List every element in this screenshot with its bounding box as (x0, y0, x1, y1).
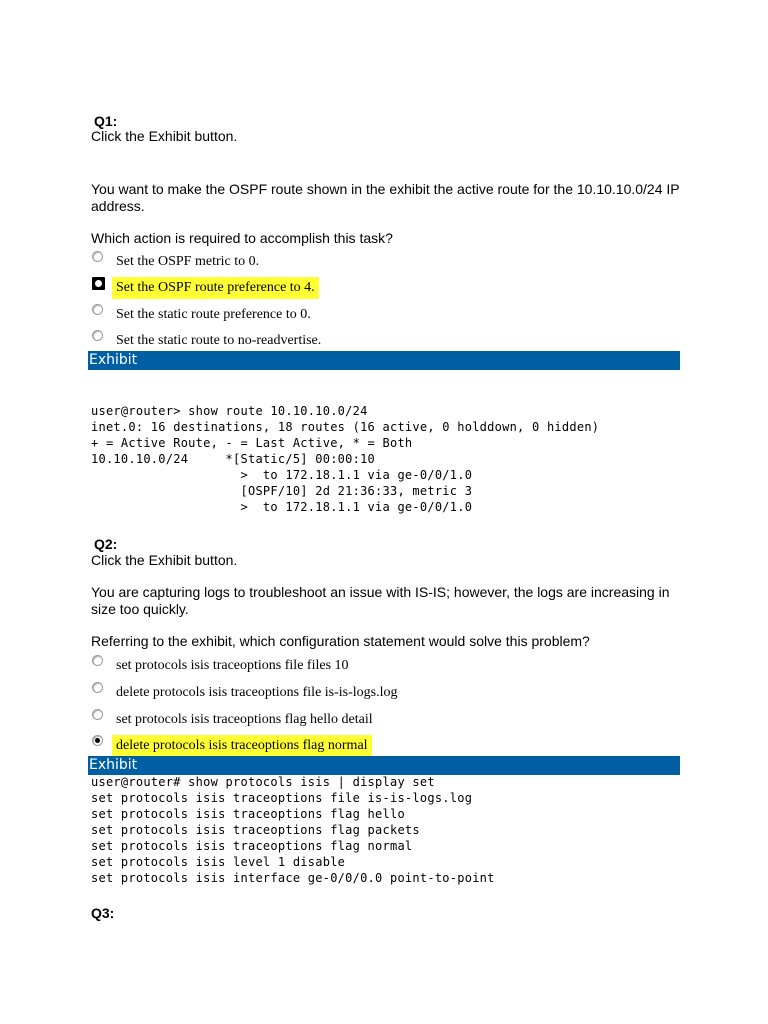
code-line: 10.10.10.0/24 *[Static/5] 00:00:10 (91, 452, 376, 466)
code-line: set protocols isis traceoptions flag hello (91, 807, 405, 821)
q2-statement: You are capturing logs to troubleshoot an issue with IS-IS; however, the logs are increasing in size too quickly. (91, 584, 670, 617)
code-line: inet.0: 16 destinations, 18 routes (16 active, 0 holddown, 0 hidden) (91, 420, 600, 434)
q1-option-1-label: Set the OSPF metric to 0. (116, 254, 260, 269)
q1-exhibit-code (91, 403, 599, 515)
code-line: set protocols isis traceoptions file is-is-logs.log (91, 791, 473, 805)
code-line: set protocols isis level 1 disable (91, 855, 346, 869)
code-line: [OSPF/10] 2d 21:36:33, metric 3 (91, 484, 473, 498)
q1-label: Q1: (94, 113, 118, 129)
radio-button-icon[interactable] (92, 655, 103, 666)
q1-intro: Click the Exhibit button. (91, 128, 238, 144)
code-line: set protocols isis traceoptions flag normal (91, 839, 413, 853)
q2-label: Q2: (94, 536, 118, 552)
q1-exhibit-title: Exhibit (89, 352, 138, 368)
q2-intro: Click the Exhibit button. (91, 552, 238, 568)
radio-button-icon[interactable] (92, 709, 103, 720)
radio-button-selected-icon[interactable] (92, 735, 103, 746)
code-line: user@router# show protocols isis | display set (91, 775, 435, 789)
code-line: user@router> show route 10.10.10.0/24 (91, 404, 368, 418)
q2-option-4-label: delete protocols isis traceoptions flag normal (112, 735, 372, 757)
q2-exhibit-code (91, 774, 495, 886)
code-line: set protocols isis interface ge-0/0/0.0 point-to-point (91, 871, 495, 885)
radio-button-icon[interactable] (92, 251, 103, 262)
q1-option-3-label: Set the static route preference to 0. (116, 307, 311, 322)
q1-option-2-label: Set the OSPF route preference to 4. (112, 277, 319, 299)
radio-button-selected-icon[interactable] (92, 277, 105, 290)
q3-label: Q3: (91, 905, 115, 921)
code-line: > to 172.18.1.1 via ge-0/0/1.0 (91, 500, 473, 514)
q1-statement: You want to make the OSPF route shown in the exhibit the active route for the 10.10.10.0/24 IP address. (91, 181, 680, 214)
q2-prompt: Referring to the exhibit, which configuration statement would solve this problem? (91, 633, 590, 649)
q2-exhibit-title: Exhibit (89, 757, 138, 773)
q1-option-4-label: Set the static route to no-readvertise. (116, 333, 322, 348)
code-line: set protocols isis traceoptions flag packets (91, 823, 420, 837)
radio-button-icon[interactable] (92, 330, 103, 341)
q2-exhibit-bar[interactable] (88, 756, 680, 775)
code-line: > to 172.18.1.1 via ge-0/0/1.0 (91, 468, 473, 482)
radio-button-icon[interactable] (92, 682, 103, 693)
q1-prompt: Which action is required to accomplish this task? (91, 230, 393, 246)
q2-option-3-label: set protocols isis traceoptions flag hello detail (116, 712, 373, 727)
code-line: + = Active Route, - = Last Active, * = Both (91, 436, 413, 450)
radio-button-icon[interactable] (92, 304, 103, 315)
q2-option-2-label: delete protocols isis traceoptions file is-is-logs.log (116, 685, 398, 700)
q2-option-1-label: set protocols isis traceoptions file files 10 (116, 658, 349, 673)
q1-exhibit-bar[interactable] (88, 351, 680, 370)
